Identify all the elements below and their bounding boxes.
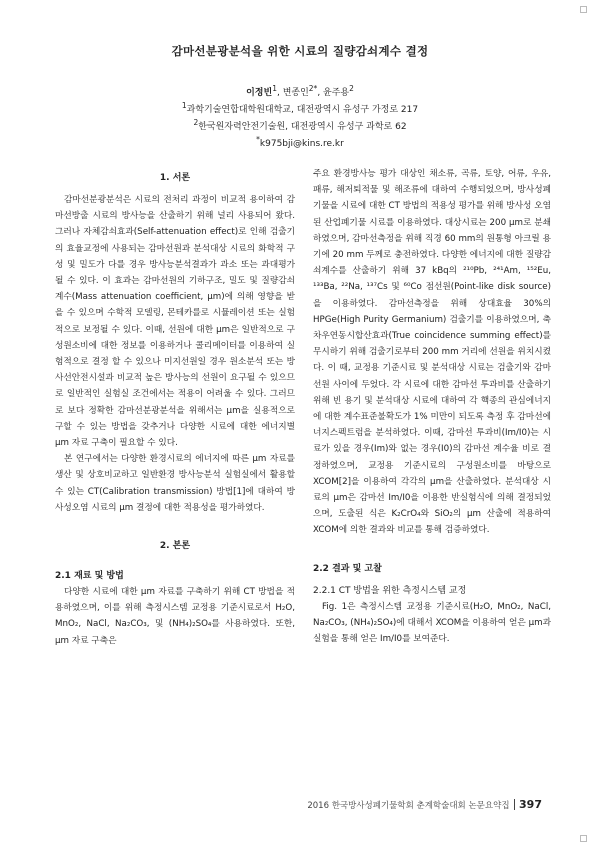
results-paragraph: Fig. 1은 측정시스템 교정용 기준시료(H₂O, MnO₂, NaCl, Na₂CO₃, (NH₄)₂SO₄)에 대해서 XCOM을 이용하여 얻은 μm과 실험을 통해 얻은 Im/I0를 보여준다. bbox=[313, 601, 551, 645]
intro-paragraph-1: 감마선분광분석은 시료의 전처리 과정이 비교적 용이하여 감마선방출 시료의 방사능을 산출하기 위해 널리 사용되어 왔다. 그러나 자체감쇠효과(Self-attenuation effect)로 인해 검출기의 효율교정에 사용되는 감마선원과 분석대상 시료의 화학적 구성 및 밀도가 다를 경우 방사능분석결과가 과소 또는 과대평가될 수 있다. 이 효과는 감마선원의 기하구조, 밀도 및 질량감쇠계수(Mass attenuation coefficient, μm)에 의해 영향을 받을 수 있으며 수학적 모델링, 몬테카를로 시뮬레이션 또는 실험적으로 보정될 수 있다. 이때, 선원에 대한 μm은 일반적으로 구성원소비에 대한 정보를 이용하거나 콜리메이터를 이용하여 실험적으로 결정 할 수 있으나 미지선원일 경우 원소분석 또는 방사선안전시설과 비교적 높은 방사능의 선원이 요구될 수 있으므로 일반적인 실험실 조건에서는 적용이 어려울 수 있다. 그러므로 보다 정확한 감마선분광분석을 위해서는 μm을 실용적으로 구할 수 있는 방법을 갖추거나 다양한 시료에 대한 에너지별 μm 자료 구축이 필요할 수 있다. bbox=[55, 195, 295, 449]
corner-mark-bottom bbox=[580, 835, 587, 842]
author-main: 이정빈 bbox=[246, 88, 273, 98]
corner-mark-top bbox=[580, 6, 587, 13]
affiliation-2-text: 한국원자력안전기술원, 대전광역시 유성구 과학로 62 bbox=[198, 122, 407, 132]
email-sup: * bbox=[256, 135, 260, 144]
right-column bbox=[313, 166, 551, 647]
proceedings-name: 2016 한국방사성폐기물학회 춘계학술대회 논문요약집 bbox=[307, 800, 510, 811]
section-body-title: 2. 본론 bbox=[159, 541, 191, 552]
author-third-sup: 2 bbox=[349, 84, 354, 93]
methods-continued-paragraph: 주요 환경방사능 평가 대상인 채소류, 곡류, 토양, 어류, 우유, 패류, 해저퇴적물 및 해조류에 대하여 수행되었으며, 방사성폐기물을 시료에 대한 CT 방법의 적용성 평가를 위해 방사성 오염된 산업폐기물 시료를 이용하였다. 대상시료는 200 μm로 분쇄하였으며, 감마선측정을 위해 직경 60 mm의 원통형 아크릴 용기에 20 mm 두께로 충전하였다. 다양한 에너지에 대한 질량감쇠계수를 산출하기 위해 37 kBq의 ²¹⁰Pb, ²⁴¹Am, ¹⁵²Eu, ¹³³Ba, ²²Na, ¹³⁷Cs 및 ⁶⁰Co 점선원(Point-like disk source)을 이용하였다. 감마선측정을 위해 상대효율 30%의 HPGe(High Purity Germanium) 검출기를 이용하였으며, 축차우연동시합산효과(True coincidence summing effect)를 무시하기 위해 검출기로부터 200 mm 거리에 선원을 위치시켰다. 이 때, 교정용 기준시료 및 분석대상 시료는 검출기와 감마선원 사이에 두었다. 각 시료에 대한 감마선 투과비를 산출하기 위해 빈 용기 및 분석대상 시료에 대하여 각 핵종의 관심에너지에 대한 계수표준불확도가 1% 미만이 되도록 측정 후 감마선에너지스펙트럼을 분석하였다. 이때, 감마선 투과비(Im/I0)는 시료가 있을 경우(Im)와 없는 경우(I0)의 감마선 계수율 비로 결정하였으며, 교정용 기준시료의 구성원소비를 바탕으로 XCOM[2]을 이용하여 각각의 μm을 산출하였다. 분석대상 시료의 μm은 감마선 Im/I0을 이용한 반실험식에 의해 결정되었으며, 도출된 식은 K₂CrO₄와 SiO₂의 μm 산출에 적용하여 XCOM에 의한 결과와 비교를 통해 검증하였다. bbox=[313, 169, 551, 536]
email-text: k975bji@kins.re.kr bbox=[259, 139, 344, 149]
author-second-sup: 2* bbox=[308, 84, 318, 93]
page-number: 397 bbox=[519, 798, 542, 811]
author-second: , 변종인 bbox=[276, 88, 309, 98]
page-footer bbox=[307, 798, 542, 811]
affiliation-1-text: 과학기술연합대학원대학교, 대전광역시 유성구 가정로 217 bbox=[186, 105, 419, 115]
footer-divider bbox=[514, 799, 516, 810]
paper-title: 감마선분광분석을 위한 시료의 질량감쇠계수 결정 bbox=[171, 44, 429, 58]
left-column bbox=[55, 170, 295, 649]
author-main-sup: 1 bbox=[272, 84, 277, 93]
methods-paragraph: 다양한 시료에 대한 μm 자료를 구축하기 위해 CT 방법을 적용하였으며, 이를 위해 측정시스템 교정용 기준시료로서 H₂O, MnO₂, NaCl, Na₂CO₃, 및 (NH₄)₂SO₄를 사용하였다. 또한, μm 자료 구축은 bbox=[55, 587, 295, 646]
intro-paragraph-2: 본 연구에서는 다양한 환경시료의 에너지에 따른 μm 자료를 생산 및 상호비교하고 일반환경 방사능분석 실험실에서 활용할 수 있는 CT(Calibration transmission) 방법[1]에 대하여 방사성오염 시료의 μm 결정에 대한 적용성을 평가하였다. bbox=[55, 454, 295, 513]
subsection-calibration-title: 2.2.1 CT 방법을 위한 측정시스템 교정 bbox=[313, 585, 467, 596]
subsection-methods-title: 2.1 재료 및 방법 bbox=[55, 571, 124, 582]
affiliation-1-sup: 1 bbox=[181, 101, 187, 110]
section-intro-title: 1. 서론 bbox=[159, 173, 191, 183]
author-third: , 윤주용 bbox=[317, 88, 350, 98]
email bbox=[0, 132, 600, 152]
subsection-results-title: 2.2 결과 및 고찰 bbox=[313, 563, 382, 574]
affiliation-2-sup: 2 bbox=[193, 118, 199, 127]
